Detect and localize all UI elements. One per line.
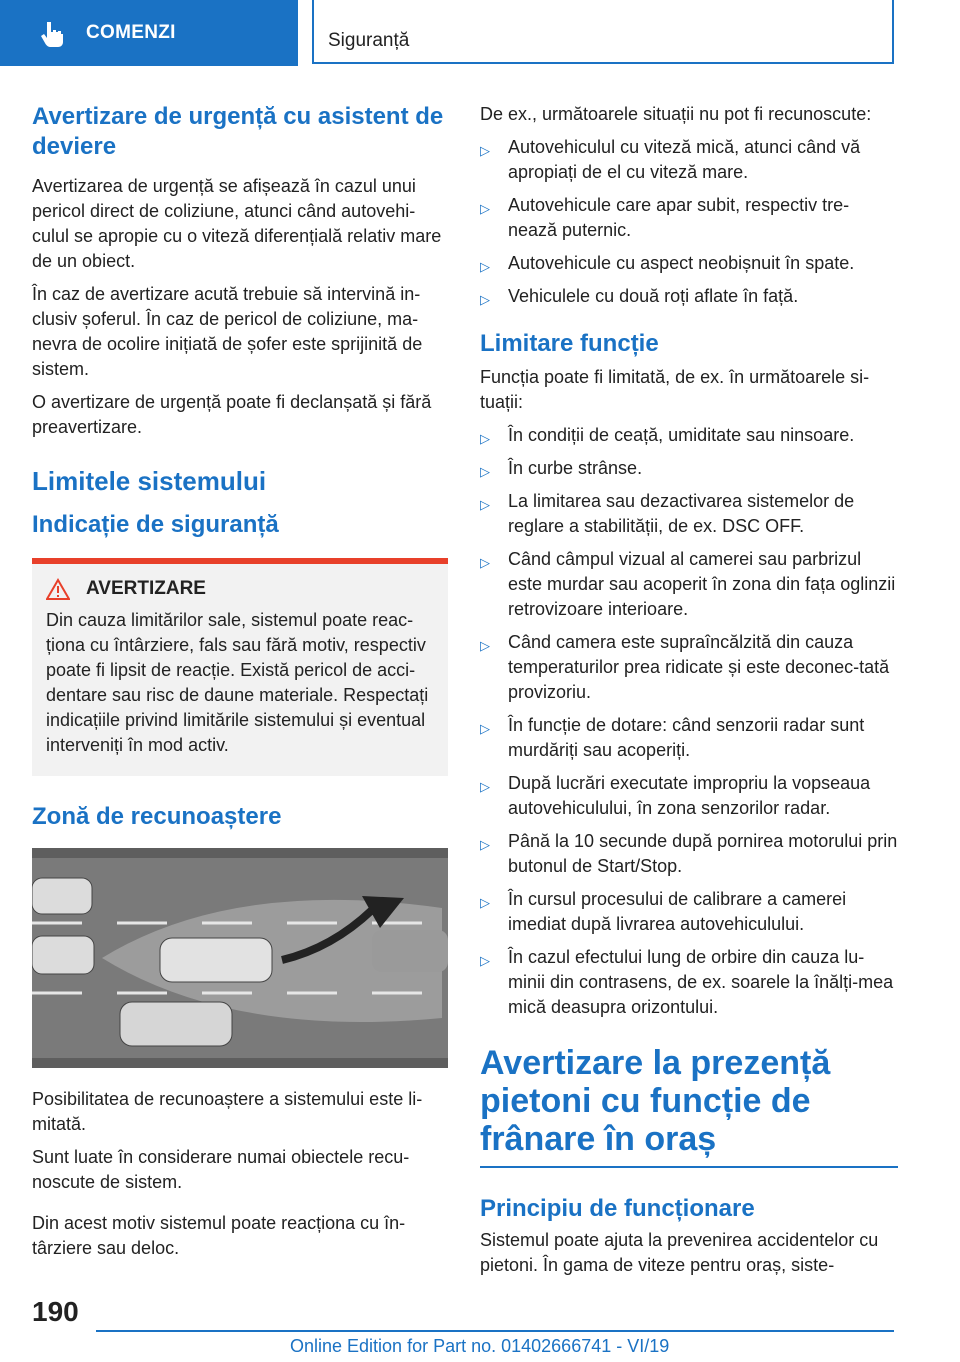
heading-emergency-warning: Avertizare de urgență cu asistent de deviere (32, 103, 444, 160)
detection-zone-illustration (32, 848, 448, 1068)
chapter-title: Siguranță (328, 30, 410, 51)
section-tab-comenzi[interactable] (0, 0, 298, 66)
warning-text: Din cauza limitărilor sale, sistemul poate reac-ționa cu întârziere, fals sau fără motiv, respectiv poate fi lipsit de reacție. Există pericol de acci-dentare sau risc de daune materiale. Respectați indicațiile privind limitările sistemului și eventual interveniți în mod activ. (46, 610, 429, 755)
edition-footer: Online Edition for Part no. 01402666741 - VI/19 (290, 1336, 670, 1356)
list-item: ▷ După lucrări executate impropriu la vopseaua autovehiculului, în zona senzorilor radar. (480, 773, 871, 818)
heading-operating-principle: Principiu de funcționare (480, 1195, 755, 1222)
hand-pointer-icon (38, 18, 68, 48)
paragraph: Sistemul poate ajuta la prevenirea accidentelor cu pietoni. În gama de viteze pentru oraș, siste- (480, 1230, 879, 1275)
list-item: ▷ În cazul efectului lung de orbire din cauza lu-minii din contrasens, de ex. soarele la înălți-mea mică deasupra orizontului. (480, 947, 894, 1017)
section-label: COMENZI (86, 22, 176, 43)
list-item: ▷ Până la 10 secunde după pornirea motorului prin butonul de Start/Stop. (480, 831, 898, 876)
list-item: ▷ Vehiculele cu două roți aflate în față. (480, 284, 898, 309)
list-item: ▷ Când camera este supraîncălzită din cauza temperaturilor prea ridicate și este deconec-tată provizoriu. (480, 632, 890, 702)
list-item: ▷ Când câmpul vizual al camerei sau parbrizul este murdar sau acoperit în zona din fața oglinzii retrovizoare interioare. (480, 549, 896, 619)
paragraph: Funcția poate fi limitată, de ex. în următoarele si-tuații: (480, 367, 870, 412)
right-column (480, 102, 898, 1278)
list-item: ▷ În funcție de dotare: când senzorii radar sunt murdăriți sau acoperiți. (480, 715, 865, 760)
paragraph: Avertizarea de urgență se afișează în cazul unui pericol direct de coliziune, atunci când autovehi-culul se apropie cu o viteză diferențială relativ mare de un obiect. (32, 176, 442, 271)
bullet-triangle-icon: ▷ (480, 464, 490, 479)
list-item: ▷ La limitarea sau dezactivarea sistemelor de reglare a stabilității, de ex. DSC OFF. (480, 491, 855, 536)
warning-triangle-icon (46, 578, 70, 600)
bullet-triangle-icon: ▷ (480, 201, 490, 216)
bullet-triangle-icon: ▷ (480, 953, 490, 968)
bullet-triangle-icon: ▷ (480, 292, 490, 307)
bullet-triangle-icon: ▷ (480, 497, 490, 512)
heading-function-limit: Limitare funcție (480, 330, 659, 357)
list-item: ▷ În cursul procesului de calibrare a camerei imediat după livrarea autovehiculului. (480, 889, 847, 934)
chapter-title-box (312, 0, 894, 64)
bullet-triangle-icon: ▷ (480, 259, 490, 274)
heading-system-limits: Limitele sistemului (32, 466, 267, 496)
heading-safety-note: Indicație de siguranță (32, 511, 279, 538)
bullet-triangle-icon: ▷ (480, 895, 490, 910)
list-item: ▷ Autovehiculul cu viteză mică, atunci când vă apropiați de el cu viteză mare. (480, 137, 861, 182)
bullet-triangle-icon: ▷ (480, 143, 490, 158)
paragraph: O avertizare de urgență poate fi declanșată și fără preavertizare. (32, 392, 432, 437)
list-item: ▷ Autovehicule cu aspect neobișnuit în spate. (480, 251, 898, 276)
warning-box (32, 558, 448, 776)
intro-text: De ex., următoarele situații nu pot fi recunoscute: (480, 104, 872, 124)
bullet-triangle-icon: ▷ (480, 555, 490, 570)
left-column (32, 102, 448, 1261)
list-item: ▷ Autovehicule care apar subit, respectiv tre-nează puternic. (480, 195, 850, 240)
heading-detection-zone: Zonă de recunoaștere (32, 803, 282, 830)
bullet-triangle-icon: ▷ (480, 837, 490, 852)
bullet-triangle-icon: ▷ (480, 779, 490, 794)
list-item: ▷ În curbe strânse. (480, 456, 898, 481)
paragraph: În caz de avertizare acută trebuie să intervină in-clusiv șoferul. În caz de pericol de coliziune, ma-nevra de ocolire inițiată de șofer este sprijinită de sistem. (32, 284, 423, 379)
list-item: ▷ În condiții de ceață, umiditate sau ninsoare. (480, 423, 898, 448)
paragraph: Posibilitatea de recunoaștere a sistemului este li-mitată. (32, 1089, 423, 1134)
bullet-triangle-icon: ▷ (480, 721, 490, 736)
bullet-triangle-icon: ▷ (480, 431, 490, 446)
page-number: 190 (32, 1296, 79, 1327)
footer-divider (96, 1330, 894, 1332)
bullet-triangle-icon: ▷ (480, 638, 490, 653)
heading-pedestrian-warning: Avertizare la prezență pietoni cu funcție de frânare în oraș (480, 1044, 831, 1158)
paragraph: Sunt luate în considerare numai obiectele recu-noscute de sistem. (32, 1147, 410, 1192)
paragraph: Din acest motiv sistemul poate reacționa cu în-târziere sau deloc. (32, 1213, 406, 1258)
warning-title: AVERTIZARE (86, 578, 206, 599)
